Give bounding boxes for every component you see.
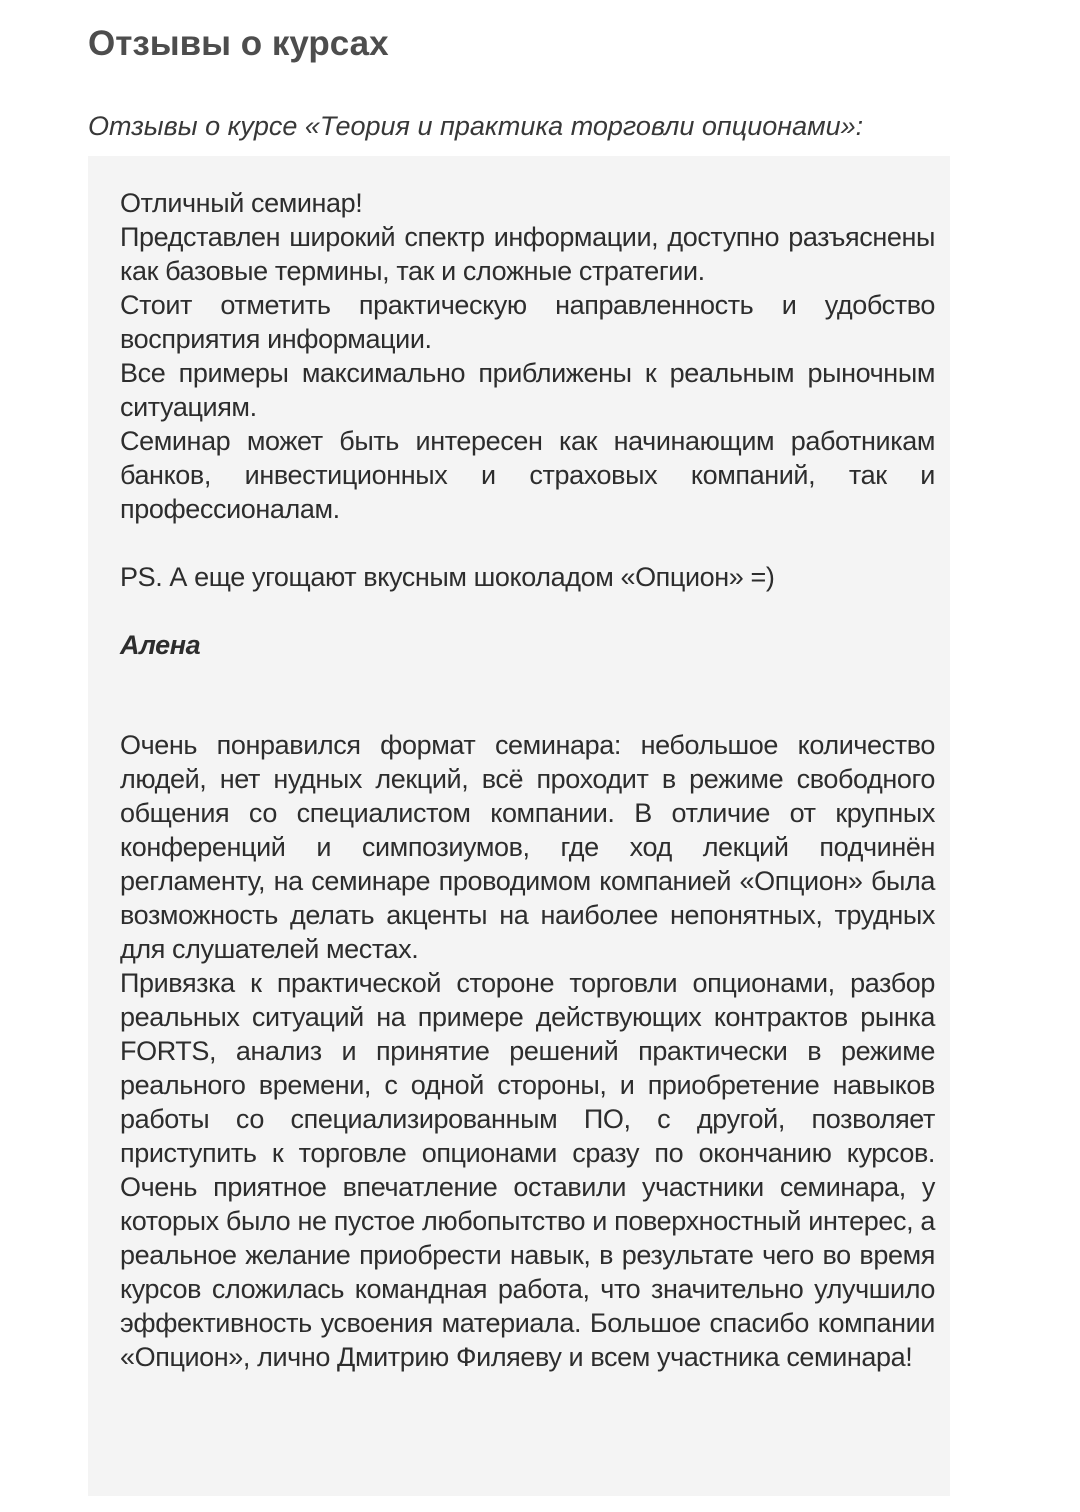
course-subtitle: Отзывы о курсе «Теория и практика торговли опционами»:	[88, 111, 864, 141]
page-content	[0, 24, 1080, 1496]
review-paragraph: Стоит отметить практическую направленность и удобство восприятия информации.	[120, 290, 935, 354]
review-paragraph: Представлен широкий спектр информации, доступно разъяснены как базовые термины, так и сложные стратегии.	[120, 222, 935, 286]
review-2	[120, 728, 935, 1374]
review-paragraph: Все примеры максимально приближены к реальным рыночным ситуациям.	[120, 358, 935, 422]
review-paragraph: Отличный семинар!	[120, 188, 363, 218]
review-paragraph: Семинар может быть интересен как начинающим работникам банков, инвестиционных и страховых компаний, так и профессионалам.	[120, 426, 935, 524]
review-author: Алена	[120, 630, 201, 660]
review-paragraph: Привязка к практической стороне торговли опционами, разбор реальных ситуаций на примере действующих контрактов рынка FORTS, анализ и принятие решений практически в режиме реального времени, с одной стороны, и приобретение навыков работы со специализированным ПО, с другой, позволяет приступить к торговле опционами сразу по окончанию курсов. Очень приятное впечатление оставили участники семинара, у которых было не пустое любопытство и поверхностный интерес, а реальное желание приобрести навык, в результате чего во время курсов сложилась командная работа, что значительно улучшило эффективность усвоения материала. Большое спасибо компании «Опцион», лично Дмитрию Филяеву и всем участника семинара!	[120, 968, 935, 1372]
reviews-box	[88, 156, 950, 1496]
review-paragraph: Очень понравился формат семинара: небольшое количество людей, нет нудных лекций, всё проходит в режиме свободного общения со специалистом компании. В отличие от крупных конференций и симпозиумов, где ход лекций подчинён регламенту, на семинаре проводимом компанией «Опцион» была возможность делать акценты на наиболее непонятных, трудных для слушателей местах.	[120, 730, 935, 964]
review-1	[120, 186, 935, 662]
review-ps-note: PS. А еще угощают вкусным шоколадом «Опцион» =)	[120, 562, 775, 592]
page-title: Отзывы о курсах	[88, 24, 389, 63]
